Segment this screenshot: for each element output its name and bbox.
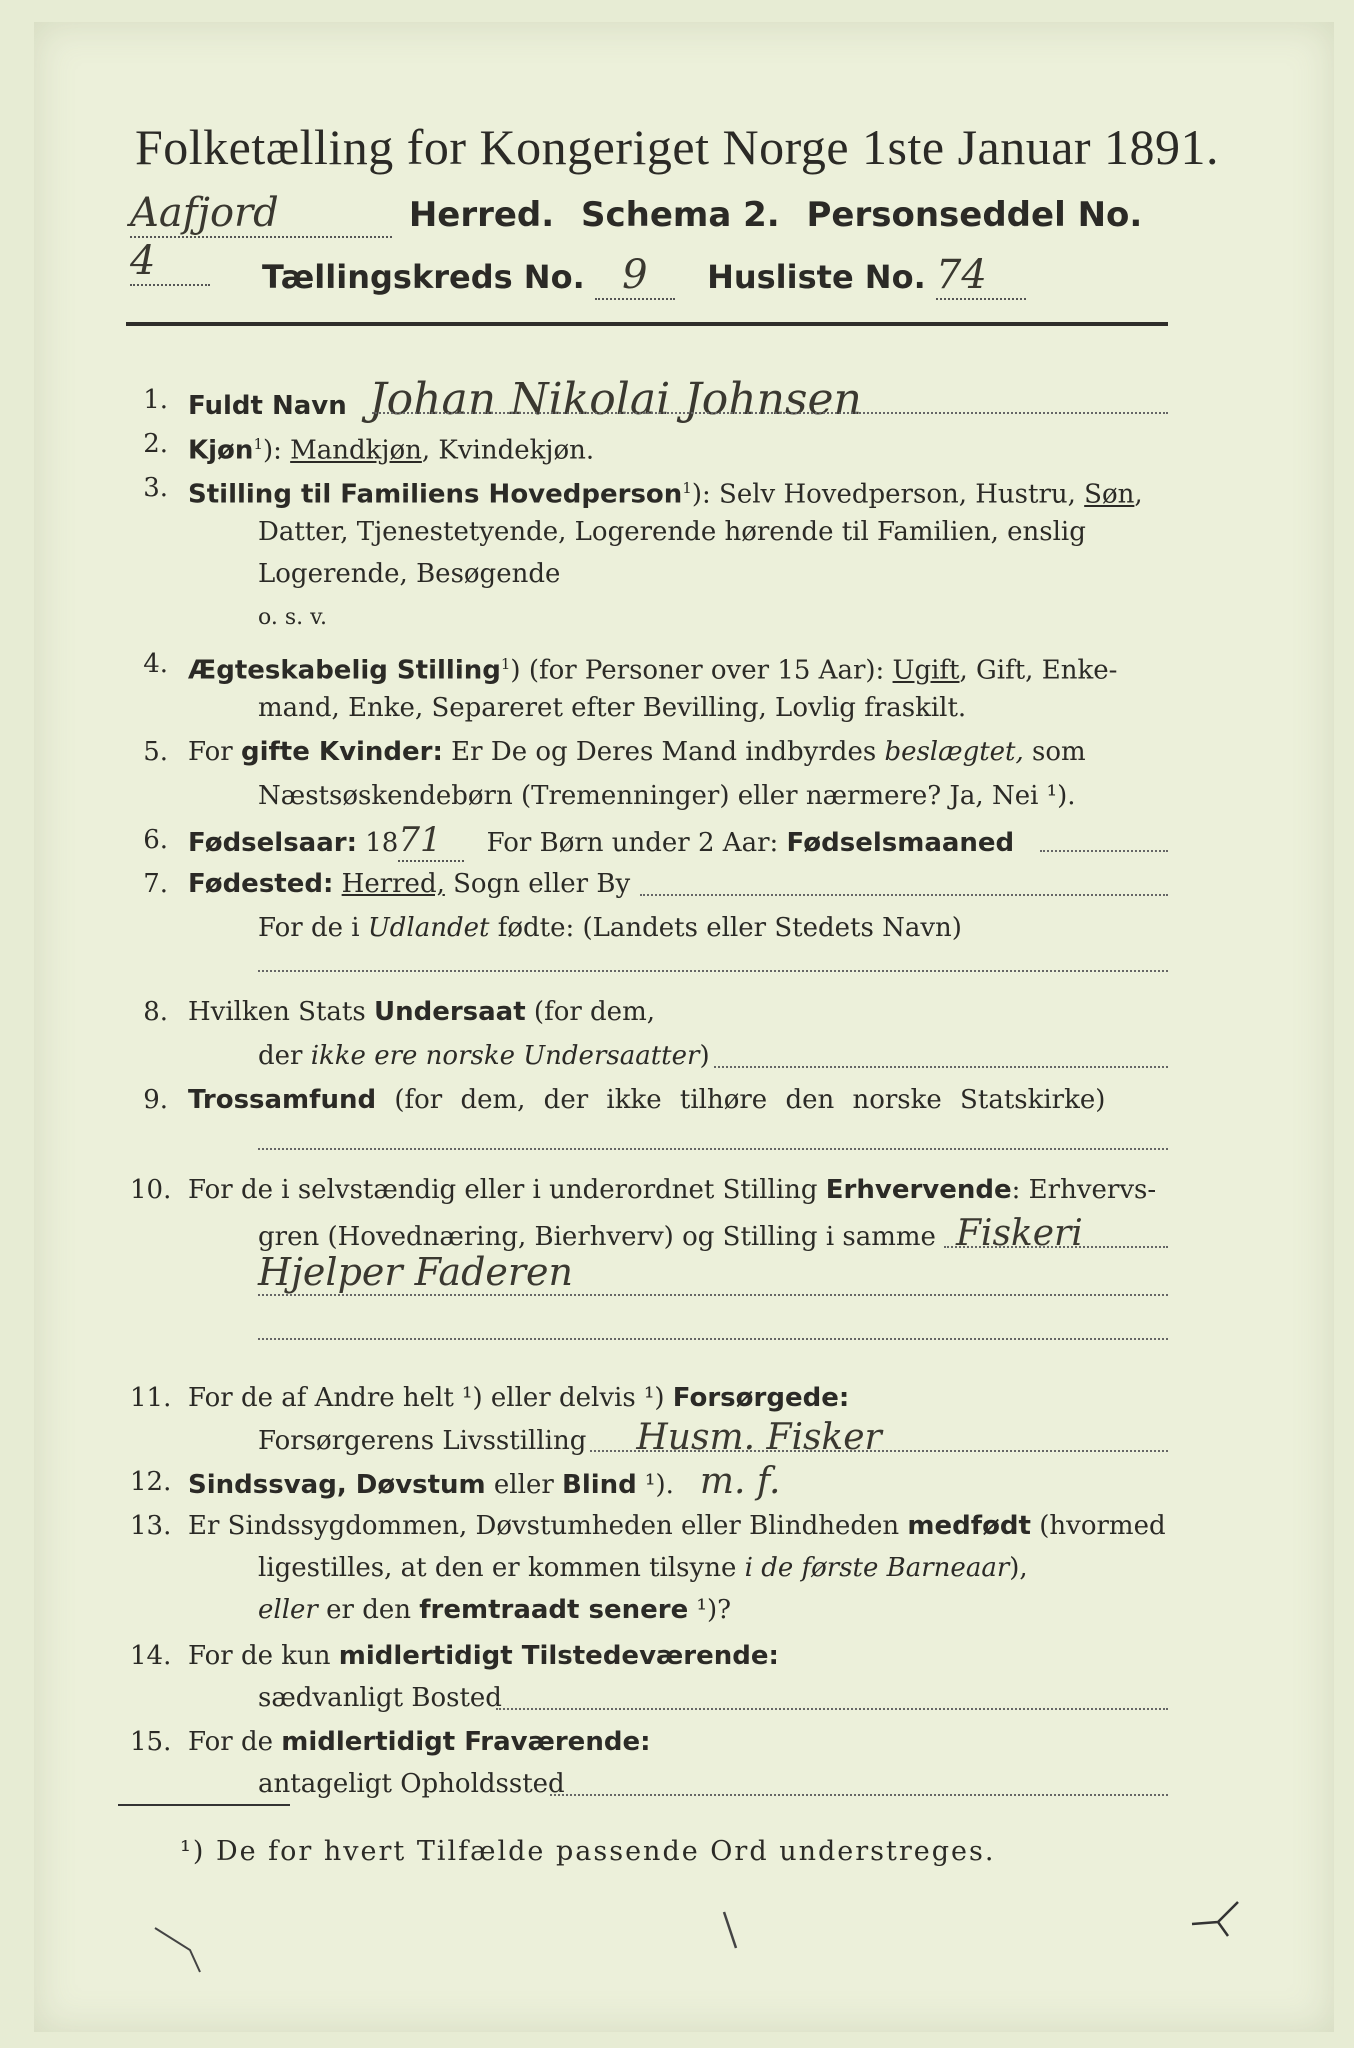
text: ¹)? (688, 1595, 732, 1625)
occupation-value-1: Fiskeri (955, 1213, 1083, 1254)
herred-label: Herred. (408, 195, 555, 235)
text: ¹). (636, 1470, 674, 1500)
item-text (188, 1722, 650, 1762)
position-options-line4: o. s. v. (258, 605, 327, 630)
item-text (188, 424, 594, 471)
text: fødte: (Landets eller Stedets Navn) (489, 913, 962, 943)
item-text (188, 1080, 1105, 1120)
item-number: 8. (143, 997, 168, 1027)
item-text (188, 1170, 1156, 1210)
disability-label: Sindssvag, Døvstum (188, 1470, 486, 1500)
citizenship-line2 (258, 1036, 710, 1076)
text: der (258, 1041, 311, 1071)
birthplace-line (640, 894, 1168, 896)
marital-option-unmarried: Ugift (892, 655, 960, 686)
supporter-fill-line (590, 1450, 1168, 1452)
husliste-value: 74 (936, 252, 1026, 300)
item-number: 6. (143, 825, 168, 855)
text: For de (188, 1727, 282, 1757)
personseddel-label: Personseddel No. (806, 195, 1143, 235)
sex-option-female: , Kvindekjøn. (421, 435, 595, 466)
item-text (188, 820, 1014, 863)
religion-line (258, 1148, 1168, 1150)
item-number: 5. (143, 737, 168, 767)
item-text (188, 1636, 779, 1676)
footnote-ref: 1 (682, 479, 692, 497)
footnote-ref: 1 (500, 655, 511, 673)
supported-label: Forsørgede: (672, 1383, 850, 1413)
kreds-label: Tællingskreds No. (262, 258, 585, 296)
marital-options-line2: mand, Enke, Separeret efter Bevilling, Lovlig fraskilt. (258, 693, 967, 723)
text: ), (1009, 1553, 1028, 1583)
later-label: fremtraadt senere (419, 1595, 689, 1625)
citizenship-label: Undersaat (373, 997, 526, 1027)
item-number: 4. (143, 649, 168, 679)
item-number: 14. (130, 1641, 172, 1671)
text: Hvilken Stats (188, 997, 374, 1027)
birth-year-label: Fødselsaar: (188, 828, 357, 858)
birthplace-label: Fødested: (188, 869, 334, 899)
probable-residence-label: antageligt Opholdssted (258, 1769, 565, 1799)
occupation-line-c (258, 1338, 1168, 1340)
congenital-line3 (258, 1590, 731, 1630)
item-number: 13. (130, 1511, 172, 1541)
text: er den (317, 1595, 420, 1625)
occupation-label: Erhvervende (825, 1175, 1012, 1205)
text: (for dem, der ikke tilhøre den norske Statskirke) (376, 1085, 1106, 1115)
schema-label: Schema 2. (581, 195, 780, 235)
temp-present-label: midlertidigt Tilstedeværende: (338, 1641, 779, 1671)
supporter-line (258, 1418, 882, 1461)
footnote-text: ¹) De for hvert Tilfælde passende Ord understreges. (180, 1836, 996, 1867)
item-number: 1. (143, 385, 168, 415)
birth-month-line (1040, 850, 1168, 852)
text: For de af Andre helt ¹) eller delvis ¹) (188, 1383, 673, 1413)
married-women-line2: Næstsøskendebørn (Tremenninger) eller nærmere? Ja, Nei ¹). (258, 781, 1076, 811)
citizenship-line (714, 1066, 1168, 1068)
text: som (1023, 737, 1086, 767)
punct: , (1134, 479, 1143, 510)
text: ) (699, 1041, 710, 1071)
congenital-label: medfødt (907, 1511, 1031, 1541)
item-text (188, 374, 862, 426)
usual-residence-label: sædvanligt Bosted (258, 1683, 502, 1713)
footnote-rule (118, 1804, 290, 1806)
birthplace-options: Sogn eller By (444, 869, 631, 899)
text: Er Sindssygdommen, Døvstumheden eller Blindheden (188, 1511, 908, 1541)
usual-residence-line (496, 1708, 1168, 1710)
pencil-mark-icon (150, 1920, 210, 1980)
birthplace-abroad (258, 908, 962, 948)
position-label: Stilling til Familiens Hovedperson (188, 479, 683, 510)
abroad-line (258, 970, 1168, 972)
marital-label: Ægteskabelig Stilling (188, 655, 501, 686)
item-text (188, 468, 1143, 515)
childhood-text: i de første Barneaar (744, 1553, 1010, 1583)
birth-year-prefix: 18 (357, 828, 399, 858)
form-title: Folketælling for Kongeriget Norge 1ste Januar 1891. (134, 119, 1220, 175)
item-text (188, 732, 1086, 772)
marital-options: , Gift, Enke- (959, 655, 1118, 686)
herred-value: Aafjord (130, 190, 392, 238)
position-options: ): Selv Hovedperson, Hustru, (691, 479, 1085, 510)
text: eller (485, 1470, 563, 1500)
sex-option-male: Mandkjøn (290, 435, 422, 466)
kreds-value: 9 (595, 252, 675, 300)
supporter-value: Husm. Fisker (636, 1417, 882, 1458)
pencil-mark-icon (1188, 1896, 1248, 1946)
item-number: 10. (130, 1175, 172, 1205)
position-options-line2: Datter, Tjenestetyende, Logerende hørende til Familien, enslig (258, 517, 1086, 547)
text: For Børn under 2 Aar: (478, 828, 787, 858)
occupation-line-b (258, 1294, 1168, 1296)
item-text (188, 1506, 1166, 1546)
occupation-value-2: Hjelper Faderen (258, 1250, 574, 1294)
pencil-mark-icon (718, 1908, 748, 1958)
item-text (188, 992, 655, 1032)
text: For (188, 737, 241, 767)
not-norwegian-text: ikke ere norske Undersaatter (310, 1041, 700, 1071)
full-name-label: Fuldt Navn (188, 391, 347, 421)
text: eller (258, 1595, 318, 1625)
header-rule (126, 322, 1168, 326)
text: (for dem, (525, 997, 655, 1027)
text: Forsørgerens Livsstilling (258, 1426, 587, 1456)
sex-sep: ): (262, 435, 291, 466)
position-options-line3: Logerende, Besøgende (258, 559, 561, 589)
related-word: beslægtet, (884, 737, 1024, 767)
item-number: 12. (130, 1467, 172, 1497)
text: For de i (258, 913, 368, 943)
text: (hvormed (1030, 1511, 1166, 1541)
header-line-kreds (262, 252, 1082, 302)
personseddel-value: 4 (130, 238, 210, 286)
text: gren (Hovednæring, Bierhverv) og Stilling i samme (258, 1222, 936, 1252)
religion-label: Trossamfund (188, 1085, 377, 1115)
birthplace-option-herred: Herred, (341, 869, 445, 899)
probable-residence-line (550, 1794, 1168, 1796)
item-text (188, 1378, 849, 1418)
temp-absent-label: midlertidigt Fraværende: (281, 1727, 651, 1757)
text: : Erhvervs- (1011, 1175, 1157, 1205)
item-number: 11. (130, 1383, 172, 1413)
footnote-ref: 1 (253, 435, 263, 453)
occupation-line-a (944, 1246, 1168, 1248)
item-text (188, 644, 1117, 691)
marital-text: ) (for Personer over 15 Aar): (510, 655, 893, 686)
abroad-word: Udlandet (367, 913, 490, 943)
position-option-son: Søn (1084, 479, 1135, 510)
text: ligestilles, at den er kommen tilsyne (258, 1553, 745, 1583)
full-name-line (372, 412, 1168, 414)
birth-month-label: Fødselsmaaned (786, 828, 1015, 858)
item-text (188, 864, 630, 904)
sex-label: Kjøn (188, 435, 254, 466)
married-women-label: gifte Kvinder: (240, 737, 443, 767)
birth-year-value: 71 (398, 820, 464, 862)
blind-label: Blind (562, 1470, 637, 1500)
full-name-value: Johan Nikolai Johnsen (369, 374, 862, 425)
item-number: 9. (143, 1085, 168, 1115)
disability-value: m. f. (699, 1461, 781, 1502)
husliste-label: Husliste No. (707, 258, 926, 296)
congenital-line2 (258, 1548, 1028, 1588)
text: Er De og Deres Mand indbyrdes (442, 737, 885, 767)
item-text (188, 1462, 780, 1505)
item-number: 3. (143, 473, 168, 503)
item-number: 15. (130, 1727, 172, 1757)
item-number: 2. (143, 429, 168, 459)
item-number: 7. (143, 869, 168, 899)
text: For de kun (188, 1641, 339, 1671)
text: For de i selvstændig eller i underordnet Stilling (188, 1175, 826, 1205)
